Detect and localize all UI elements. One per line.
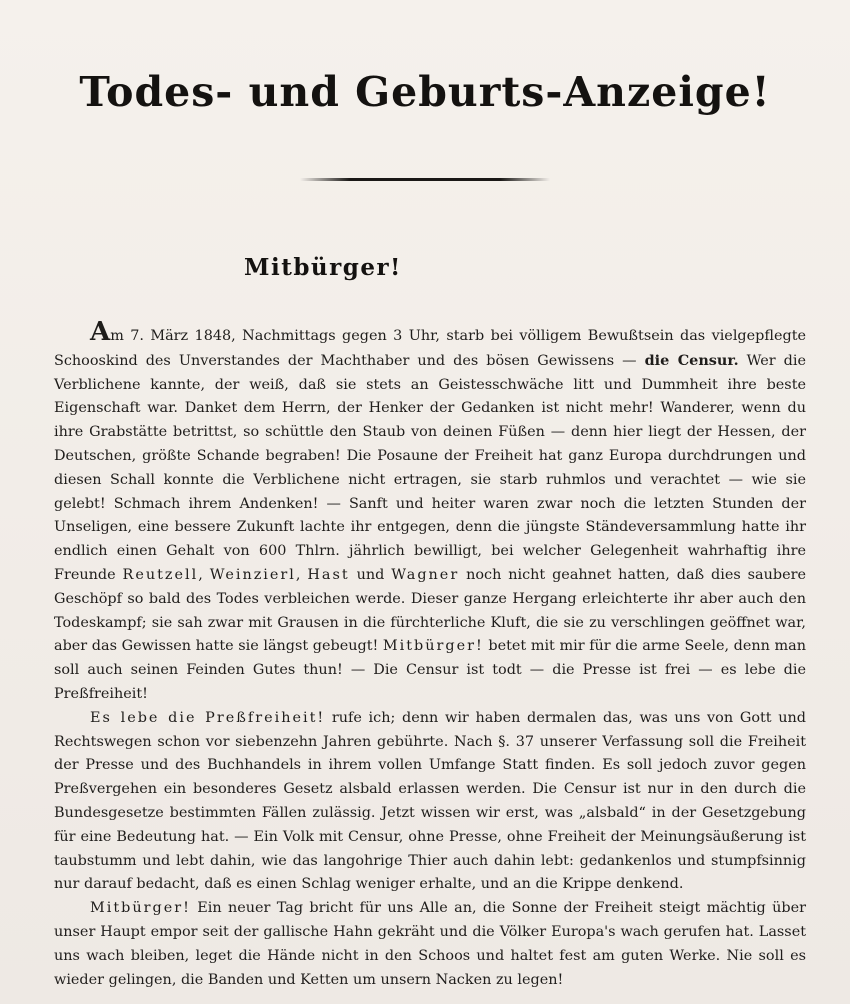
name-weinzierl: Weinzierl	[209, 566, 296, 583]
paragraph-2-text: rufe ich; denn wir haben dermalen das, was uns von Gott und Rechtswegen schon vor siebenzehn Jahren gebührte. Nach §. 37 unserer Verfassung soll die Freiheit der Presse und des Buchhandels in ihrem vollen Umfange Statt finden. Es soll jedoch zuvor gegen Preßvergehen ein besonderes Gesetz alsbald erlassen werden. Die Censur ist nur in den durch die Bundesgesetze bestimmten Fällen zulässig. Jetzt wissen wir erst, was „alsbald“ in der Gesetzgebung für eine Bedeutung hat. — Ein Volk mit Censur, ohne Presse, ohne Freiheit der Meinungsäußerung ist taubstumm und lebt dahin, wie das langohrige Thier auch dahin lebt: gedankenlos und stumpfsinnig nur darauf bedacht, daß es einen Schlag weniger erhalte, und an die Krippe denkend.	[54, 709, 806, 893]
paragraph-3-text: Ein neuer Tag bricht für uns Alle an, die Sonne der Freiheit steigt mächtig über unser Haupt empor seit der gallische Hahn gekräht und die Völker Europa's wach gerufen hat. Lasset uns wach bleiben, leget die Hände nicht in den Schoos und haltet fest am guten Werke. Nie soll es wieder gelingen, die Banden und Ketten um unsern Nacken zu legen!	[54, 900, 806, 988]
section-heading: Mitbürger!	[244, 254, 402, 281]
separator-2: ,	[295, 566, 308, 583]
paragraph-1-text-a: m 7. März 1848, Nachmittags gegen 3 Uhr, starb bei völligem Bewußtsein das vielgepflegte Schooskind des Unverstandes der Machthaber und des bösen Gewissens —	[54, 328, 806, 369]
paragraph-2	[54, 707, 806, 897]
censur-emphasis: die Censur.	[644, 351, 739, 369]
separator-3: und	[349, 566, 392, 583]
body-text	[54, 317, 807, 992]
paragraph-1-text-d: betet mit mir für die arme Seele, denn man soll auch seinen Feinden Gutes thun! — Die Censur ist todt — die Presse ist frei — es lebe die Preßfreiheit!	[54, 638, 807, 702]
paragraph-1-text-c: noch nicht geahnet hatten, daß dies saubere Geschöpf so bald des Todes verbleichen werde. Dieser ganze Hergang erleichterte ihr aber auch den Todeskampf; sie sah zwar mit Grausen in die fürchterliche Kluft, die sie zu verschlingen geöffnet war, aber das Gewissen hatte sie längst gebeugt!	[54, 566, 806, 655]
name-hast: Hast	[307, 566, 350, 583]
paragraph-3	[54, 897, 806, 992]
separator-1: ,	[198, 566, 210, 583]
mitbuerger-emphasis-2: Mitbürger!	[90, 900, 191, 917]
drop-cap: A	[90, 317, 111, 347]
name-reutzell: Reutzell	[122, 566, 199, 583]
pressfreiheit-emphasis: Es lebe die Preßfreiheit!	[90, 709, 326, 726]
ornamental-rule	[300, 178, 550, 181]
paragraph-1-text-b: Wer die Verblichene kannte, der weiß, daß sie stets an Geistesschwäche litt und Dummheit ihre beste Eigenschaft war. Danket dem Herrn, der Henker der Gedanken ist nicht mehr! Wanderer, wenn du ihre Grabstätte betrittst, so schüttle den Staub von deinen Füßen — denn hier liegt der Hessen, der Deutschen, größte Schande begraben! Die Posaune der Freiheit hat ganz Europa durchdrungen und diesen Schall konnte die Verblichene nicht ertragen, sie starb ruhmlos und verachtet — wie sie gelebt! Schmach ihrem Andenken! — Sanft und heiter waren zwar noch die letzten Stunden der Unseligen, eine bessere Zukunft lachte ihr entgegen, denn die jüngste Ständeversammlung hatte ihr endlich einen Gehalt von 600 Thlrn. jährlich bewilligt, bei welcher Gelegenheit wahrhaftig ihre Freunde	[54, 352, 806, 583]
paragraph-1	[54, 317, 807, 707]
mitbuerger-emphasis: Mitbürger!	[382, 638, 484, 655]
page-title: Todes- und Geburts-Anzeige!	[79, 68, 771, 116]
name-wagner: Wagner	[391, 566, 460, 583]
